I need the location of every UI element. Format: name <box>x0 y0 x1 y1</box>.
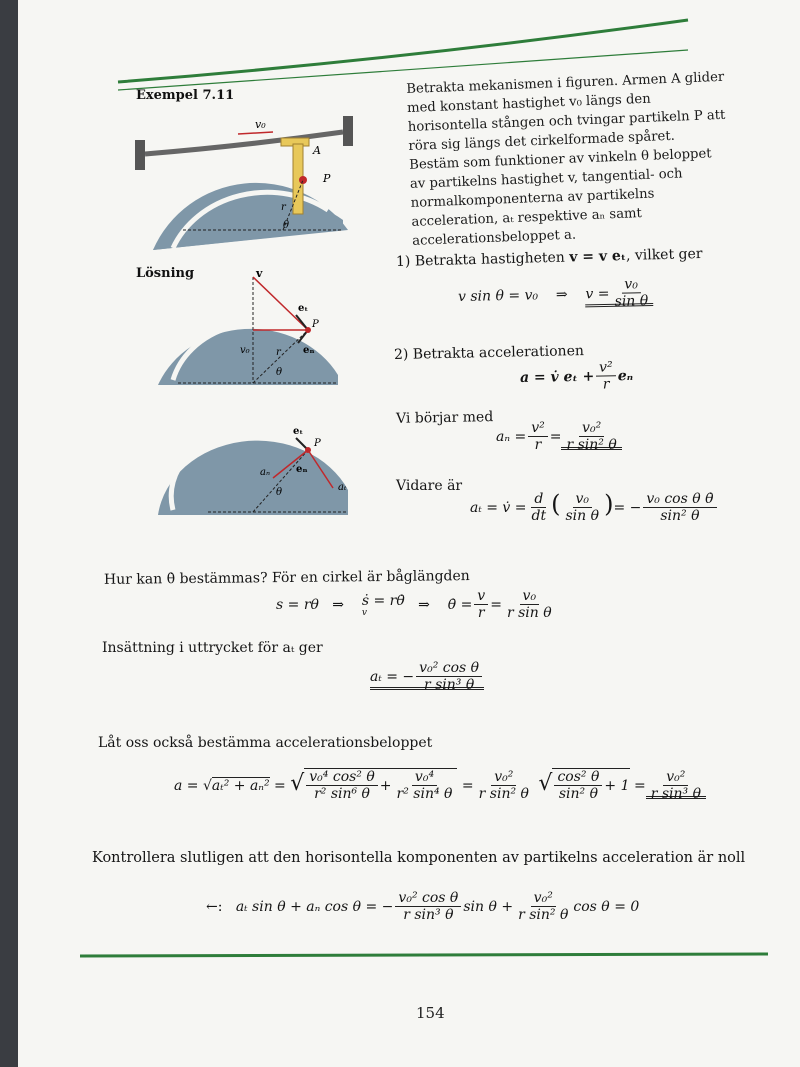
insertion-equation: aₜ = − $\frac{\text{v₀² cos θ}}{\text{r sin³ θ}}$ <box>370 660 484 694</box>
an-label: Vi börjar med <box>395 409 494 427</box>
label-v: v <box>256 267 263 280</box>
velocity-figure <box>148 265 348 390</box>
problem-text: Betrakta mekanismen i figuren. Armen A glider med konstant hastighet v₀ längs den horisontella stången och tvingar partikeln P att röra sig längs det cirkelformade spåret. Bestäm som funktioner av vinkeln θ beloppet av partikelns hastighet v, tangential- och normalkomponenterna av partikelns acceleration, aₜ respektive aₙ samt accelerationsbeloppet a. <box>406 69 726 249</box>
label-P: P <box>323 172 331 185</box>
label-theta: θ <box>283 220 290 231</box>
label-et-2: eₜ <box>293 426 304 437</box>
page-number: 154 <box>416 1004 445 1022</box>
check-text: Kontrollera slutligen att den horisontella komponenten av partikelns acceleration är noll <box>92 850 746 866</box>
label-theta-2: θ <box>276 367 283 378</box>
label-P-2: P <box>312 319 319 330</box>
magnitude-text: Låt oss också bestämma accelerationsbeloppet <box>98 735 433 751</box>
step2-equation: a = v̇ eₜ + $\frac{\text{v²}}{r}$ eₙ <box>519 359 634 393</box>
label-an: aₙ <box>260 467 271 478</box>
step1-intro: 1) Betrakta hastigheten v = v eₜ, vilket ger <box>395 245 703 271</box>
at-label: Vidare är <box>396 478 463 494</box>
step2-intro: 2) Betrakta accelerationen <box>393 343 585 363</box>
label-r-2: r <box>276 347 281 358</box>
label-en-2: eₙ <box>296 464 308 475</box>
step1-equation: v sin θ = v₀ ⇒ v = $\frac{\text{v₀}}{\text{sin θ}}$ <box>458 276 654 314</box>
label-r: r <box>281 202 286 213</box>
label-theta-3: θ <box>276 487 283 498</box>
label-P-3: P <box>314 438 321 449</box>
label-v0-2: v₀ <box>240 345 250 356</box>
footer-green-rule <box>78 950 778 962</box>
insertion-text: Insättning i uttrycket för aₜ ger <box>102 640 323 656</box>
theta-dot-question: Hur kan θ̇ bestämmas? För en cirkel är båglängden <box>103 568 470 588</box>
check-equation: ←: aₜ sin θ + aₙ cos θ = − $\frac{\text{v₀² cos θ}}{\text{r sin³ θ}}$ sin θ + $\frac{\text{v₀²}}{\text{r sin² θ}}$ cos θ = 0 <box>206 890 640 923</box>
at-equation: aₜ = v̇ = $\frac{d}{dt}$ ( $\frac{\text{v₀}}{\text{sin θ}}$ )= − $\frac{\text{v₀ cos θ θ̇}}{\text{sin² θ}}$ <box>470 490 719 525</box>
an-equation: aₙ = $\frac{\text{v²}}{r}$ = $\frac{\text{v₀²}}{\text{r sin² θ}}$ <box>496 420 622 454</box>
label-A: A <box>313 144 321 157</box>
label-en: eₙ <box>303 345 315 356</box>
acceleration-figure <box>148 420 358 520</box>
label-v0: v₀ <box>255 118 266 131</box>
label-at: aₜ <box>338 482 347 493</box>
mechanism-figure <box>123 110 363 250</box>
textbook-page <box>18 0 800 1067</box>
magnitude-equation: a = √aₜ² + aₙ² = √ $\frac{\text{v₀⁴ cos² θ}}{\text{r² sin⁶ θ}}$ + $\frac{\text{v₀⁴}}{\text{r² sin⁴ θ}}$ = $\frac{\text{v₀²}}{\text{r sin² θ}}$ √ $\frac{\text{cos² θ}}{\text{sin² θ}}$ + 1 = $\frac{\text{v₀²}}{\text{r sin³ θ}}$ <box>174 768 706 803</box>
label-et: eₜ <box>298 303 309 314</box>
solution-label: Lösning <box>136 266 195 281</box>
example-title: Exempel 7.11 <box>136 88 235 103</box>
theta-dot-equation: s = rθ ⇒ ṡ = rθ̇ v ⇒ θ̇ = $\frac{v}{r}$ = $\frac{\text{v₀}}{\text{r sin θ}}$ <box>276 588 552 621</box>
